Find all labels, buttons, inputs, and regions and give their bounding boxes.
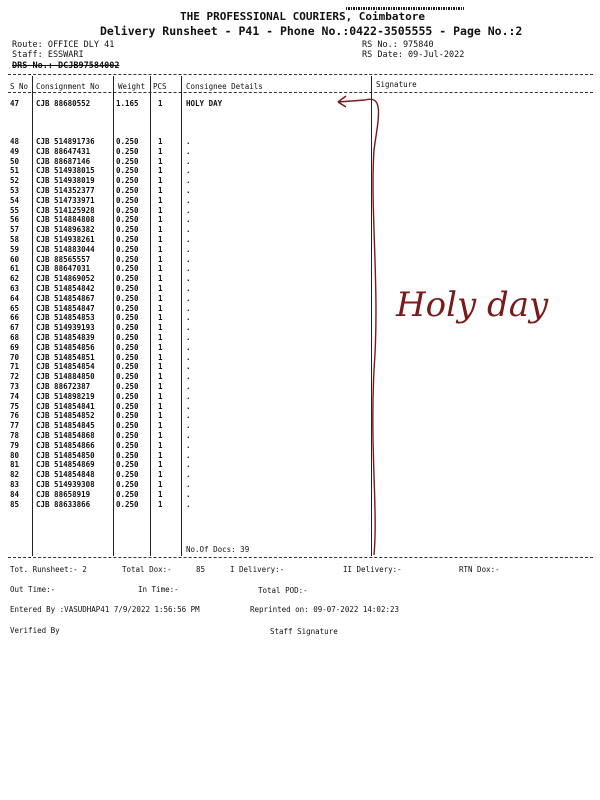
row-consignee-dot: . [186,450,191,460]
row-pcs: 1 [158,215,163,225]
table-row [0,431,370,440]
handwritten-text: Holy day [396,285,549,325]
row-sno: 82 [10,470,20,480]
col-header-sno: S No [10,82,29,91]
row-consignee-dot: . [186,411,191,421]
table-row [0,206,370,215]
row-consignee-dot: . [186,156,191,166]
row-consignee-dot: . [186,225,191,235]
row-sno: 59 [10,244,20,254]
rs-date: RS Date: 09-Jul-2022 [362,50,465,60]
table-row [0,372,370,381]
row-consignee-dot: . [186,186,191,195]
row-consignee-dot: . [186,421,191,431]
row-weight: 0.250 [116,274,139,284]
row-sno: 85 [10,499,20,509]
table-row [0,157,370,166]
row-weight: 0.250 [116,333,139,342]
table-row [0,215,370,224]
row-sno: 72 [10,372,20,382]
table-row [0,392,370,401]
row-sno: 60 [10,254,20,264]
row-weight: 0.250 [116,264,139,274]
row-sno: 52 [10,176,20,186]
table-row [0,470,370,479]
row-weight: 0.250 [116,146,139,156]
table-row [0,166,370,175]
row-consignment: CJB 88647431 [36,146,91,156]
row-sno: 69 [10,342,20,352]
row-consignee-dot: . [186,235,191,244]
row-consignment: CJB 514938019 [36,176,95,186]
row-pcs: 1 [158,254,163,264]
row-weight: 0.250 [116,293,139,303]
table-row [0,196,370,205]
table-row [0,99,370,108]
row-pcs: 1 [158,362,163,372]
row-weight: 0.250 [116,372,139,382]
no-of-docs: No.Of Docs: 39 [186,545,250,554]
row-weight: 0.250 [116,401,139,411]
row-pcs: 1 [158,352,163,362]
route-label: Route: OFFICE DLY 41 [12,40,115,50]
row-consignee-dot: . [186,274,191,284]
table-row [0,304,370,313]
row-consignment: CJB 88647031 [36,264,91,274]
table-row [0,362,370,371]
table-row [0,500,370,509]
row-consignment: CJB 514854866 [36,440,95,450]
row-consignment: CJB 514854854 [36,362,95,372]
row-consignment: CJB 514884850 [36,372,95,382]
row-pcs: 1 [158,421,163,431]
total-dox-value: 85 [196,565,206,574]
row-consignee-dot: . [186,166,191,176]
row-consignment: CJB 514854848 [36,470,95,480]
row-weight: 0.250 [116,176,139,186]
row-pcs: 1 [158,166,163,176]
row-consignment: CJB 514854869 [36,460,95,470]
staff-signature: Staff Signature [270,627,338,636]
in-time: In Time:- [138,585,179,594]
verified-by: Verified By [10,626,60,635]
table-row [0,333,370,342]
row-sno: 70 [10,352,20,362]
divider [8,74,593,75]
row-consignee-dot: . [186,470,191,480]
row-sno: 63 [10,284,20,293]
table-row [0,313,370,322]
row-pcs: 1 [158,274,163,284]
table-row [0,225,370,234]
row-consignee-dot: . [186,215,191,225]
row-pcs: 1 [158,137,163,146]
row-sno: 74 [10,391,20,401]
row-pcs: 1 [158,440,163,450]
row-pcs: 1 [158,411,163,421]
row-weight: 0.250 [116,362,139,372]
row-pcs: 1 [158,450,163,460]
row-consignee-dot: . [186,244,191,254]
row-sno: 50 [10,156,20,166]
row-consignment: CJB 514854841 [36,401,95,411]
row-weight: 0.250 [116,303,139,313]
row-pcs: 1 [158,225,163,235]
row-consignment: CJB 514733971 [36,195,95,205]
row-sno: 48 [10,137,20,146]
row-sno: 66 [10,313,20,323]
row-consignment: CJB 514869052 [36,274,95,284]
row-pcs: 1 [158,235,163,244]
row-consignment: CJB 88633866 [36,499,91,509]
row-pcs: 1 [158,303,163,313]
row-pcs: 1 [158,499,163,509]
row-sno: 73 [10,382,20,391]
table-row [0,137,370,146]
row-weight: 0.250 [116,382,139,391]
col-header-pcs: PCS [153,82,167,91]
company-name: THE PROFESSIONAL COURIERS, Coimbatore [180,10,426,23]
row-sno: 67 [10,323,20,333]
table-row [0,382,370,391]
table-row [0,235,370,244]
row-sno: 51 [10,166,20,176]
row-consignment: CJB 514883044 [36,244,95,254]
row-weight: 0.250 [116,391,139,401]
row-pcs: 1 [158,323,163,333]
row-consignment: CJB 514891736 [36,137,95,146]
row-weight: 0.250 [116,284,139,293]
row-consignment: CJB 514352377 [36,186,95,195]
row-consignee-dot: . [186,333,191,342]
row-sno: 80 [10,450,20,460]
row-consignee-dot: . [186,195,191,205]
row-sno: 54 [10,195,20,205]
row-weight: 0.250 [116,244,139,254]
table-row [0,343,370,352]
drs-number: DRS No.: DCJB97584002 [12,61,120,71]
row-consignment: CJB 514854868 [36,431,95,440]
row-pcs: 1 [158,382,163,391]
table-row [0,353,370,362]
row-pcs: 1 [158,372,163,382]
row-consignment: CJB 514939193 [36,323,95,333]
row-consignment: CJB 514854839 [36,333,95,342]
row-pcs: 1 [158,284,163,293]
row-consignment: CJB 514854850 [36,450,95,460]
row-consignee: HOLY DAY [186,99,223,108]
row-sno: 71 [10,362,20,372]
row-consignee-dot: . [186,489,191,499]
col-header-signature: Signature [376,80,417,89]
table-row [0,411,370,420]
row-pcs: 1 [158,431,163,440]
table-row [0,323,370,332]
row-consignment: CJB 514854847 [36,303,95,313]
row-sno: 53 [10,186,20,195]
row-consignee-dot: . [186,460,191,470]
row-consignee-dot: . [186,372,191,382]
row-consignment: CJB 88658919 [36,489,91,499]
row-consignee-dot: . [186,431,191,440]
row-sno: 79 [10,440,20,450]
row-consignee-dot: . [186,254,191,264]
row-weight: 0.250 [116,470,139,480]
row-weight: 1.165 [116,99,139,108]
row-pcs: 1 [158,489,163,499]
total-pod: Total POD:- [258,586,308,595]
table-row [0,255,370,264]
total-dox-label: Total Dox:- [122,565,172,574]
row-pcs: 1 [158,195,163,205]
runsheet-title: Delivery Runsheet - P41 - Phone No.:0422-3505555 - Page No.:2 [100,24,523,38]
row-consignment: CJB 88687146 [36,156,91,166]
row-pcs: 1 [158,176,163,186]
row-consignment: CJB 88565557 [36,254,91,264]
col-header-consignee: Consignee Details [186,82,263,91]
tot-runsheet: Tot. Runsheet:- 2 [10,565,87,574]
col-header-consignment: Consignment No [36,82,100,91]
row-pcs: 1 [158,186,163,195]
table-row [0,245,370,254]
row-consignment: CJB 514896382 [36,225,95,235]
row-consignee-dot: . [186,342,191,352]
row-consignee-dot: . [186,352,191,362]
row-weight: 0.250 [116,431,139,440]
row-consignee-dot: . [186,137,191,146]
row-consignment: CJB 514884808 [36,215,95,225]
row-sno: 78 [10,431,20,440]
row-consignment: CJB 514854867 [36,293,95,303]
row-weight: 0.250 [116,342,139,352]
table-row [0,480,370,489]
row-weight: 0.250 [116,205,139,215]
row-weight: 0.250 [116,137,139,146]
row-pcs: 1 [158,264,163,274]
row-weight: 0.250 [116,421,139,431]
row-consignee-dot: . [186,303,191,313]
table-row [0,264,370,273]
table-row [0,441,370,450]
row-consignment: CJB 514854853 [36,313,95,323]
out-time: Out Time:- [10,585,56,594]
row-pcs: 1 [158,391,163,401]
row-sno: 84 [10,489,20,499]
row-pcs: 1 [158,293,163,303]
row-pcs: 1 [158,244,163,254]
row-weight: 0.250 [116,450,139,460]
row-consignee-dot: . [186,205,191,215]
row-pcs: 1 [158,333,163,342]
row-consignment: CJB 514854845 [36,421,95,431]
row-weight: 0.250 [116,235,139,244]
row-sno: 64 [10,293,20,303]
handwritten-annotation [330,90,580,560]
row-weight: 0.250 [116,156,139,166]
entered-by: Entered By :VASUDHAP41 7/9/2022 1:56:56 PM [10,605,200,614]
table-row [0,284,370,293]
row-pcs: 1 [158,156,163,166]
row-consignment: CJB 514898219 [36,391,95,401]
row-pcs: 1 [158,480,163,489]
row-sno: 68 [10,333,20,342]
row-sno: 61 [10,264,20,274]
row-weight: 0.250 [116,215,139,225]
staff-label: Staff: ESSWARI [12,50,84,60]
row-weight: 0.250 [116,225,139,235]
row-consignee-dot: . [186,293,191,303]
row-pcs: 1 [158,313,163,323]
row-pcs: 1 [158,470,163,480]
row-sno: 56 [10,215,20,225]
row-consignee-dot: . [186,146,191,156]
row-consignee-dot: . [186,284,191,293]
row-consignee-dot: . [186,323,191,333]
row-consignee-dot: . [186,440,191,450]
row-consignment: CJB 88672387 [36,382,91,391]
table-row [0,176,370,185]
col-header-weight: Weight [118,82,146,91]
row-consignee-dot: . [186,480,191,489]
row-pcs: 1 [158,205,163,215]
row-sno: 83 [10,480,20,489]
row-consignment: CJB 88680552 [36,99,91,108]
row-weight: 0.250 [116,499,139,509]
row-weight: 0.250 [116,352,139,362]
row-weight: 0.250 [116,440,139,450]
row-weight: 0.250 [116,186,139,195]
row-weight: 0.250 [116,460,139,470]
row-consignee-dot: . [186,362,191,372]
row-consignee-dot: . [186,264,191,274]
reprinted-on: Reprinted on: 09-07-2022 14:02:23 [250,605,400,614]
row-pcs: 1 [158,460,163,470]
row-consignment: CJB 514938261 [36,235,95,244]
table-row [0,186,370,195]
row-sno: 77 [10,421,20,431]
row-pcs: 1 [158,99,163,108]
row-consignee-dot: . [186,391,191,401]
row-weight: 0.250 [116,323,139,333]
row-weight: 0.250 [116,489,139,499]
i-delivery: I Delivery:- [230,565,285,574]
table-row [0,147,370,156]
row-sno: 65 [10,303,20,313]
row-pcs: 1 [158,401,163,411]
rs-number: RS No.: 975840 [362,40,434,50]
row-pcs: 1 [158,342,163,352]
table-row [0,274,370,283]
row-weight: 0.250 [116,411,139,421]
row-sno: 57 [10,225,20,235]
row-sno: 81 [10,460,20,470]
row-consignee-dot: . [186,313,191,323]
row-sno: 47 [10,99,20,108]
row-consignee-dot: . [186,401,191,411]
row-sno: 49 [10,146,20,156]
table-row [0,402,370,411]
table-row [0,460,370,469]
row-consignment: CJB 514854852 [36,411,95,421]
table-row [0,294,370,303]
row-weight: 0.250 [116,254,139,264]
row-sno: 55 [10,205,20,215]
row-consignee-dot: . [186,176,191,186]
table-row [0,490,370,499]
row-consignee-dot: . [186,499,191,509]
rtn-dox: RTN Dox:- [459,565,500,574]
row-consignment: CJB 514125928 [36,205,95,215]
row-sno: 76 [10,411,20,421]
row-consignment: CJB 514854842 [36,284,95,293]
row-weight: 0.250 [116,313,139,323]
row-consignment: CJB 514938015 [36,166,95,176]
row-consignment: CJB 514854856 [36,342,95,352]
row-consignment: CJB 514939308 [36,480,95,489]
row-weight: 0.250 [116,480,139,489]
row-pcs: 1 [158,146,163,156]
row-sno: 62 [10,274,20,284]
table-row [0,451,370,460]
ii-delivery: II Delivery:- [343,565,402,574]
row-consignee-dot: . [186,382,191,391]
row-weight: 0.250 [116,195,139,205]
row-consignment: CJB 514854851 [36,352,95,362]
row-sno: 58 [10,235,20,244]
row-sno: 75 [10,401,20,411]
table-row [0,421,370,430]
row-weight: 0.250 [116,166,139,176]
